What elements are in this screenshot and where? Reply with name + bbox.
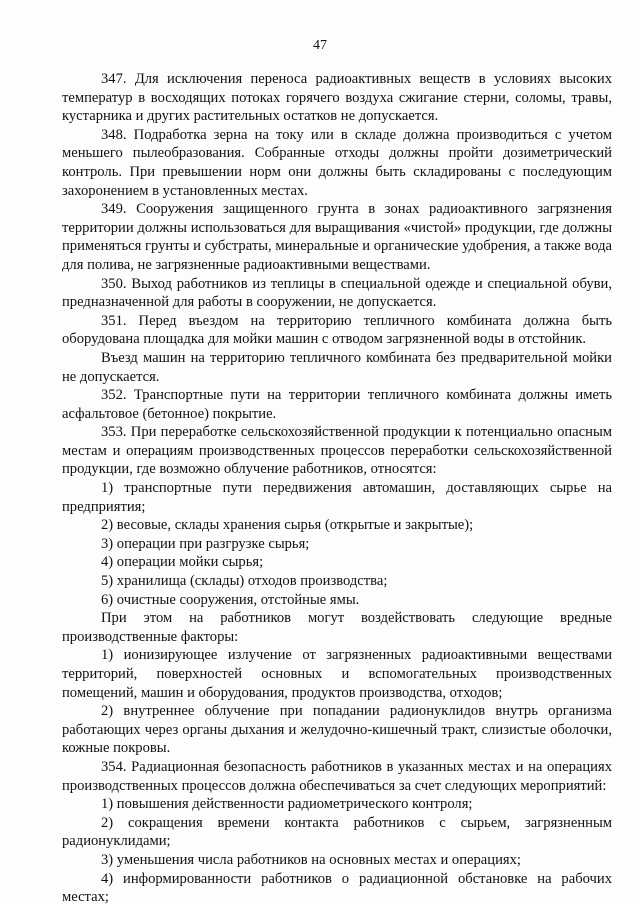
paragraph-347: 347. Для исключения переноса радиоактивных веществ в условиях высоких температур в восходящих потоках горячего воздуха сжигание стерни, соломы, травы, кустарника и других растительных остатков не допускается. xyxy=(62,71,612,125)
list-item-353-2: 2) весовые, склады хранения сырья (открытые и закрытые); xyxy=(101,517,474,534)
paragraph-348: 348. Подработка зерна на току или в складе должна производиться с учетом меньшего пылеобразования. Собранные отходы должны пройти дозиметрический контроль. При превышении норм они должны быть складированы с последующим захоронением в установленных местах. xyxy=(62,126,612,199)
paragraph-349: 349. Сооружения защищенного грунта в зонах радиоактивного загрязнения территории должны использоваться для выращивания «чистой» продукции, где должны применяться грунты и субстраты, минеральные и органические удобрения, а также вода для полива, не загрязненные радиоактивными веществами. xyxy=(62,201,612,273)
paragraph-factors-intro: При этом на работников могут воздействовать следующие вредные производственные факторы: xyxy=(62,610,612,645)
list-item-353-5: 5) хранилища (склады) отходов производства; xyxy=(101,573,388,590)
paragraph-351-note: Въезд машин на территорию тепличного комбината без предварительной мойки не допускается. xyxy=(62,349,612,385)
page-number: 47 xyxy=(313,38,327,53)
list-item-353-3: 3) операции при разгрузке сырья; xyxy=(101,535,310,552)
document-body xyxy=(62,70,612,907)
paragraph-353: 353. При переработке сельскохозяйственной продукции к потенциально опасным местам и операциям производственных процессов переработки сельскохозяйственной продукции, где возможно облучение работников, относятся: xyxy=(62,424,612,478)
list-item-353-6: 6) очистные сооружения, отстойные ямы. xyxy=(101,591,360,608)
list-item-factor-1: 1) ионизирующее излучение от загрязненных радиоактивными веществами территорий, поверхностей основных и вспомогательных производственных помещений, машин и оборудования, продуктов производства, отходов; xyxy=(62,647,612,701)
paragraph-354: 354. Радиационная безопасность работников в указанных местах и на операциях производственных процессов должна обеспечиваться за счет следующих мероприятий: xyxy=(62,758,612,794)
paragraph-350: 350. Выход работников из теплицы в специальной одежде и специальной обуви, предназначенной для работы в сооружении, не допускается. xyxy=(62,275,612,311)
list-item-354-1: 1) повышения действенности радиометрического контроля; xyxy=(101,796,473,813)
list-item-353-4: 4) операции мойки сырья; xyxy=(101,554,264,571)
list-item-factor-2: 2) внутреннее облучение при попадании радионуклидов внутрь организма работающих через органы дыхания и желудочно-кишечный тракт, слизистые оболочки, кожные покровы. xyxy=(62,703,612,757)
paragraph-351: 351. Перед въездом на территорию тепличного комбината должна быть оборудована площадка для мойки машин с отводом загрязненной воды в отстойник. xyxy=(62,312,612,348)
paragraph-352: 352. Транспортные пути на территории тепличного комбината должны иметь асфальтовое (бетонное) покрытие. xyxy=(62,387,612,422)
list-item-354-3: 3) уменьшения числа работников на основных местах и операциях; xyxy=(101,851,521,868)
list-item-354-2: 2) сокращения времени контакта работников с сырьем, загрязненным радионуклидами; xyxy=(62,814,612,850)
list-item-353-1: 1) транспортные пути передвижения автомашин, доставляющих сырье на предприятия; xyxy=(62,480,612,515)
list-item-354-4: 4) информированности работников о радиационной обстановке на рабочих местах; xyxy=(62,870,612,906)
